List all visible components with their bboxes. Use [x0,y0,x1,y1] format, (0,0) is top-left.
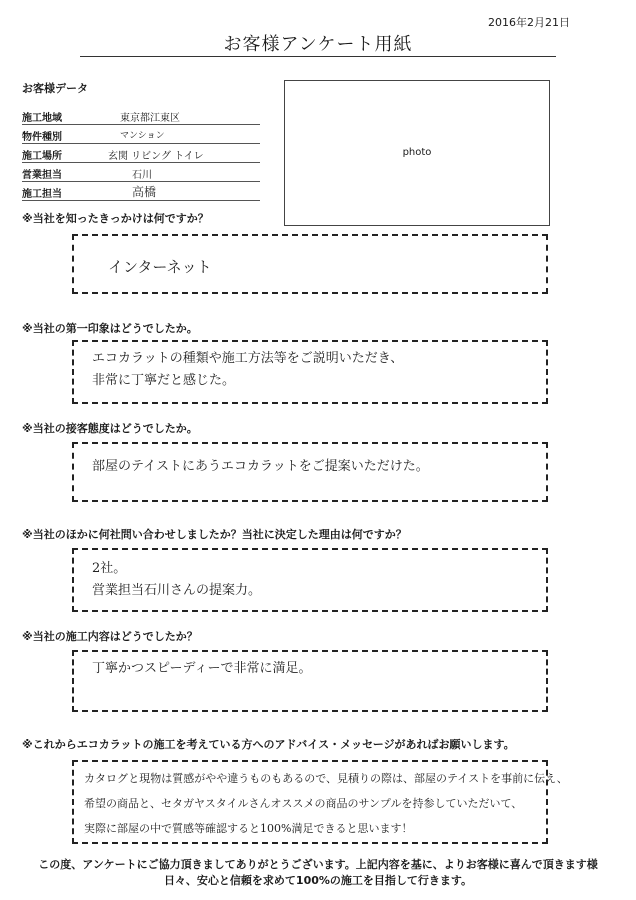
question-1: ※当社を知ったきっかけは何ですか？ [22,212,209,225]
answer-text [92,456,429,478]
footer-line-1: この度、アンケートにご協力頂きましてありがとうございます。上記内容を基に、よりお客様に喜んで頂きます様 [38,858,598,871]
question-6: ※これからエコカラットの施工を考えている方へのアドバイス・メッセージがあればお願いします。 [22,738,515,751]
answer-box-1 [72,234,548,294]
answer-box-6 [72,760,568,844]
answer-line: 2社。 [92,561,127,576]
answer-line: インターネット [108,258,212,276]
answer-box-3 [72,442,548,502]
answer-line: エコカラットの種類や施工方法等をご説明いただき、 [92,351,404,366]
info-label: 物件種別 [22,132,62,143]
answer-line: 丁寧かつスピーディーで非常に満足。 [92,661,312,676]
question-5: ※当社の施工内容はどうでしたか？ [22,630,198,643]
question-2: ※当社の第一印象はどうでしたか。 [22,322,198,335]
answer-text [92,558,261,602]
info-row-sales-rep [22,163,260,182]
answer-text [92,658,311,680]
answer-line: 希望の商品と、セタガヤスタイルさんオススメの商品のサンプルを持参していただいて、 [84,797,523,810]
info-row-location [22,144,260,163]
answer-box-4 [72,548,548,612]
answer-text [92,348,403,392]
info-label: 施工場所 [22,151,62,162]
page-title: お客様アンケート用紙 [223,34,413,55]
answer-box-5 [72,650,548,712]
info-label: 営業担当 [22,170,62,181]
answer-line: カタログと現物は質感がやや違うものもあるので、見積りの際は、部屋のテイストを事前に伝え、 [84,772,568,785]
survey-date: 2016年2月21日 [488,16,570,29]
photo-placeholder [284,80,550,226]
answer-line: 営業担当石川さんの提案力。 [92,583,262,598]
info-value: 玄関 リビング トイレ [108,151,204,162]
info-row-construction-rep [22,182,260,201]
answer-line: 非常に丁寧だと感じた。 [92,373,236,388]
answer-text [108,256,212,278]
photo-label: photo [402,147,432,158]
info-value: 高橋 [132,185,157,199]
info-row-property-type [22,125,260,144]
info-label: 施工担当 [22,189,62,200]
answer-line: 部屋のテイストにあうエコカラットをご提案いただけた。 [92,459,429,474]
answer-text [84,766,568,841]
customer-data-heading: お客様データ [22,82,88,95]
info-value: 東京都江東区 [120,113,180,124]
info-value: 石川 [132,170,152,181]
question-4: ※当社のほかに何社問い合わせしましたか？当社に決定した理由は何ですか？ [22,528,407,541]
title-underline [80,56,556,57]
info-row-area [22,106,260,125]
answer-box-2 [72,340,548,404]
info-label: 施工地域 [22,113,62,124]
footer-line-2: 日々、安心と信頼を求めて100%の施工を目指して行きます。 [163,874,473,887]
question-3: ※当社の接客態度はどうでしたか。 [22,422,198,435]
answer-line: 実際に部屋の中で質感等確認すると100%満足できると思います！ [84,822,413,835]
info-value: マンション [120,131,165,141]
